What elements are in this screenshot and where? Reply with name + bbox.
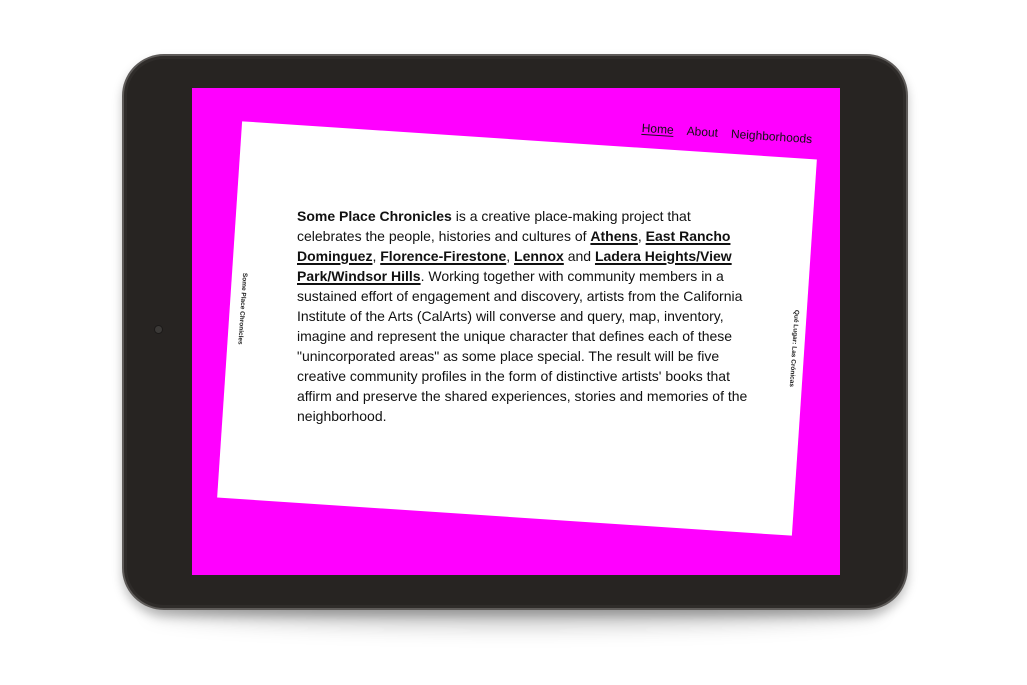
intro-text-start: is a creative place-making project that celebrates the people, histories and cultures of	[297, 208, 691, 244]
camera-icon	[155, 326, 162, 333]
link-athens[interactable]: Athens	[590, 228, 638, 244]
nav-home-link[interactable]: Home	[641, 120, 675, 137]
intro-text-end: . Working together with community members in a sustained effort of engagement and discovery, artists from the California Institute of the Arts (CalArts) will converse and query, map, inventory, imagine and represent the unique character that defines each of these "unincorporated areas" as some place special. The result will be five creative community profiles in the form of distinctive artists' books that affirm and preserve the shared experiences, stories and memories of the neighborhood.	[297, 268, 748, 424]
side-label-english: Some Place Chronicles	[236, 272, 249, 345]
nav-neighborhoods-link[interactable]: Neighborhoods	[730, 126, 813, 147]
project-name: Some Place Chronicles	[297, 208, 452, 224]
intro-paragraph	[297, 206, 757, 426]
link-lennox[interactable]: Lennox	[514, 248, 564, 264]
separator: ,	[372, 248, 381, 264]
separator: ,	[637, 228, 646, 244]
separator: and	[563, 248, 595, 264]
side-label-spanish: Qué Lugar: Las Crónicas	[787, 309, 800, 388]
link-florence-firestone[interactable]: Florence-Firestone	[380, 248, 507, 264]
link-ladera-heights[interactable]: Ladera Heights/View Park/Windsor Hills	[297, 248, 732, 284]
link-east-rancho-dominguez[interactable]: East Rancho Dominguez	[297, 228, 731, 264]
main-nav	[641, 120, 812, 147]
separator: ,	[506, 248, 515, 264]
nav-about-link[interactable]: About	[686, 123, 719, 140]
tablet-screen	[192, 88, 840, 575]
